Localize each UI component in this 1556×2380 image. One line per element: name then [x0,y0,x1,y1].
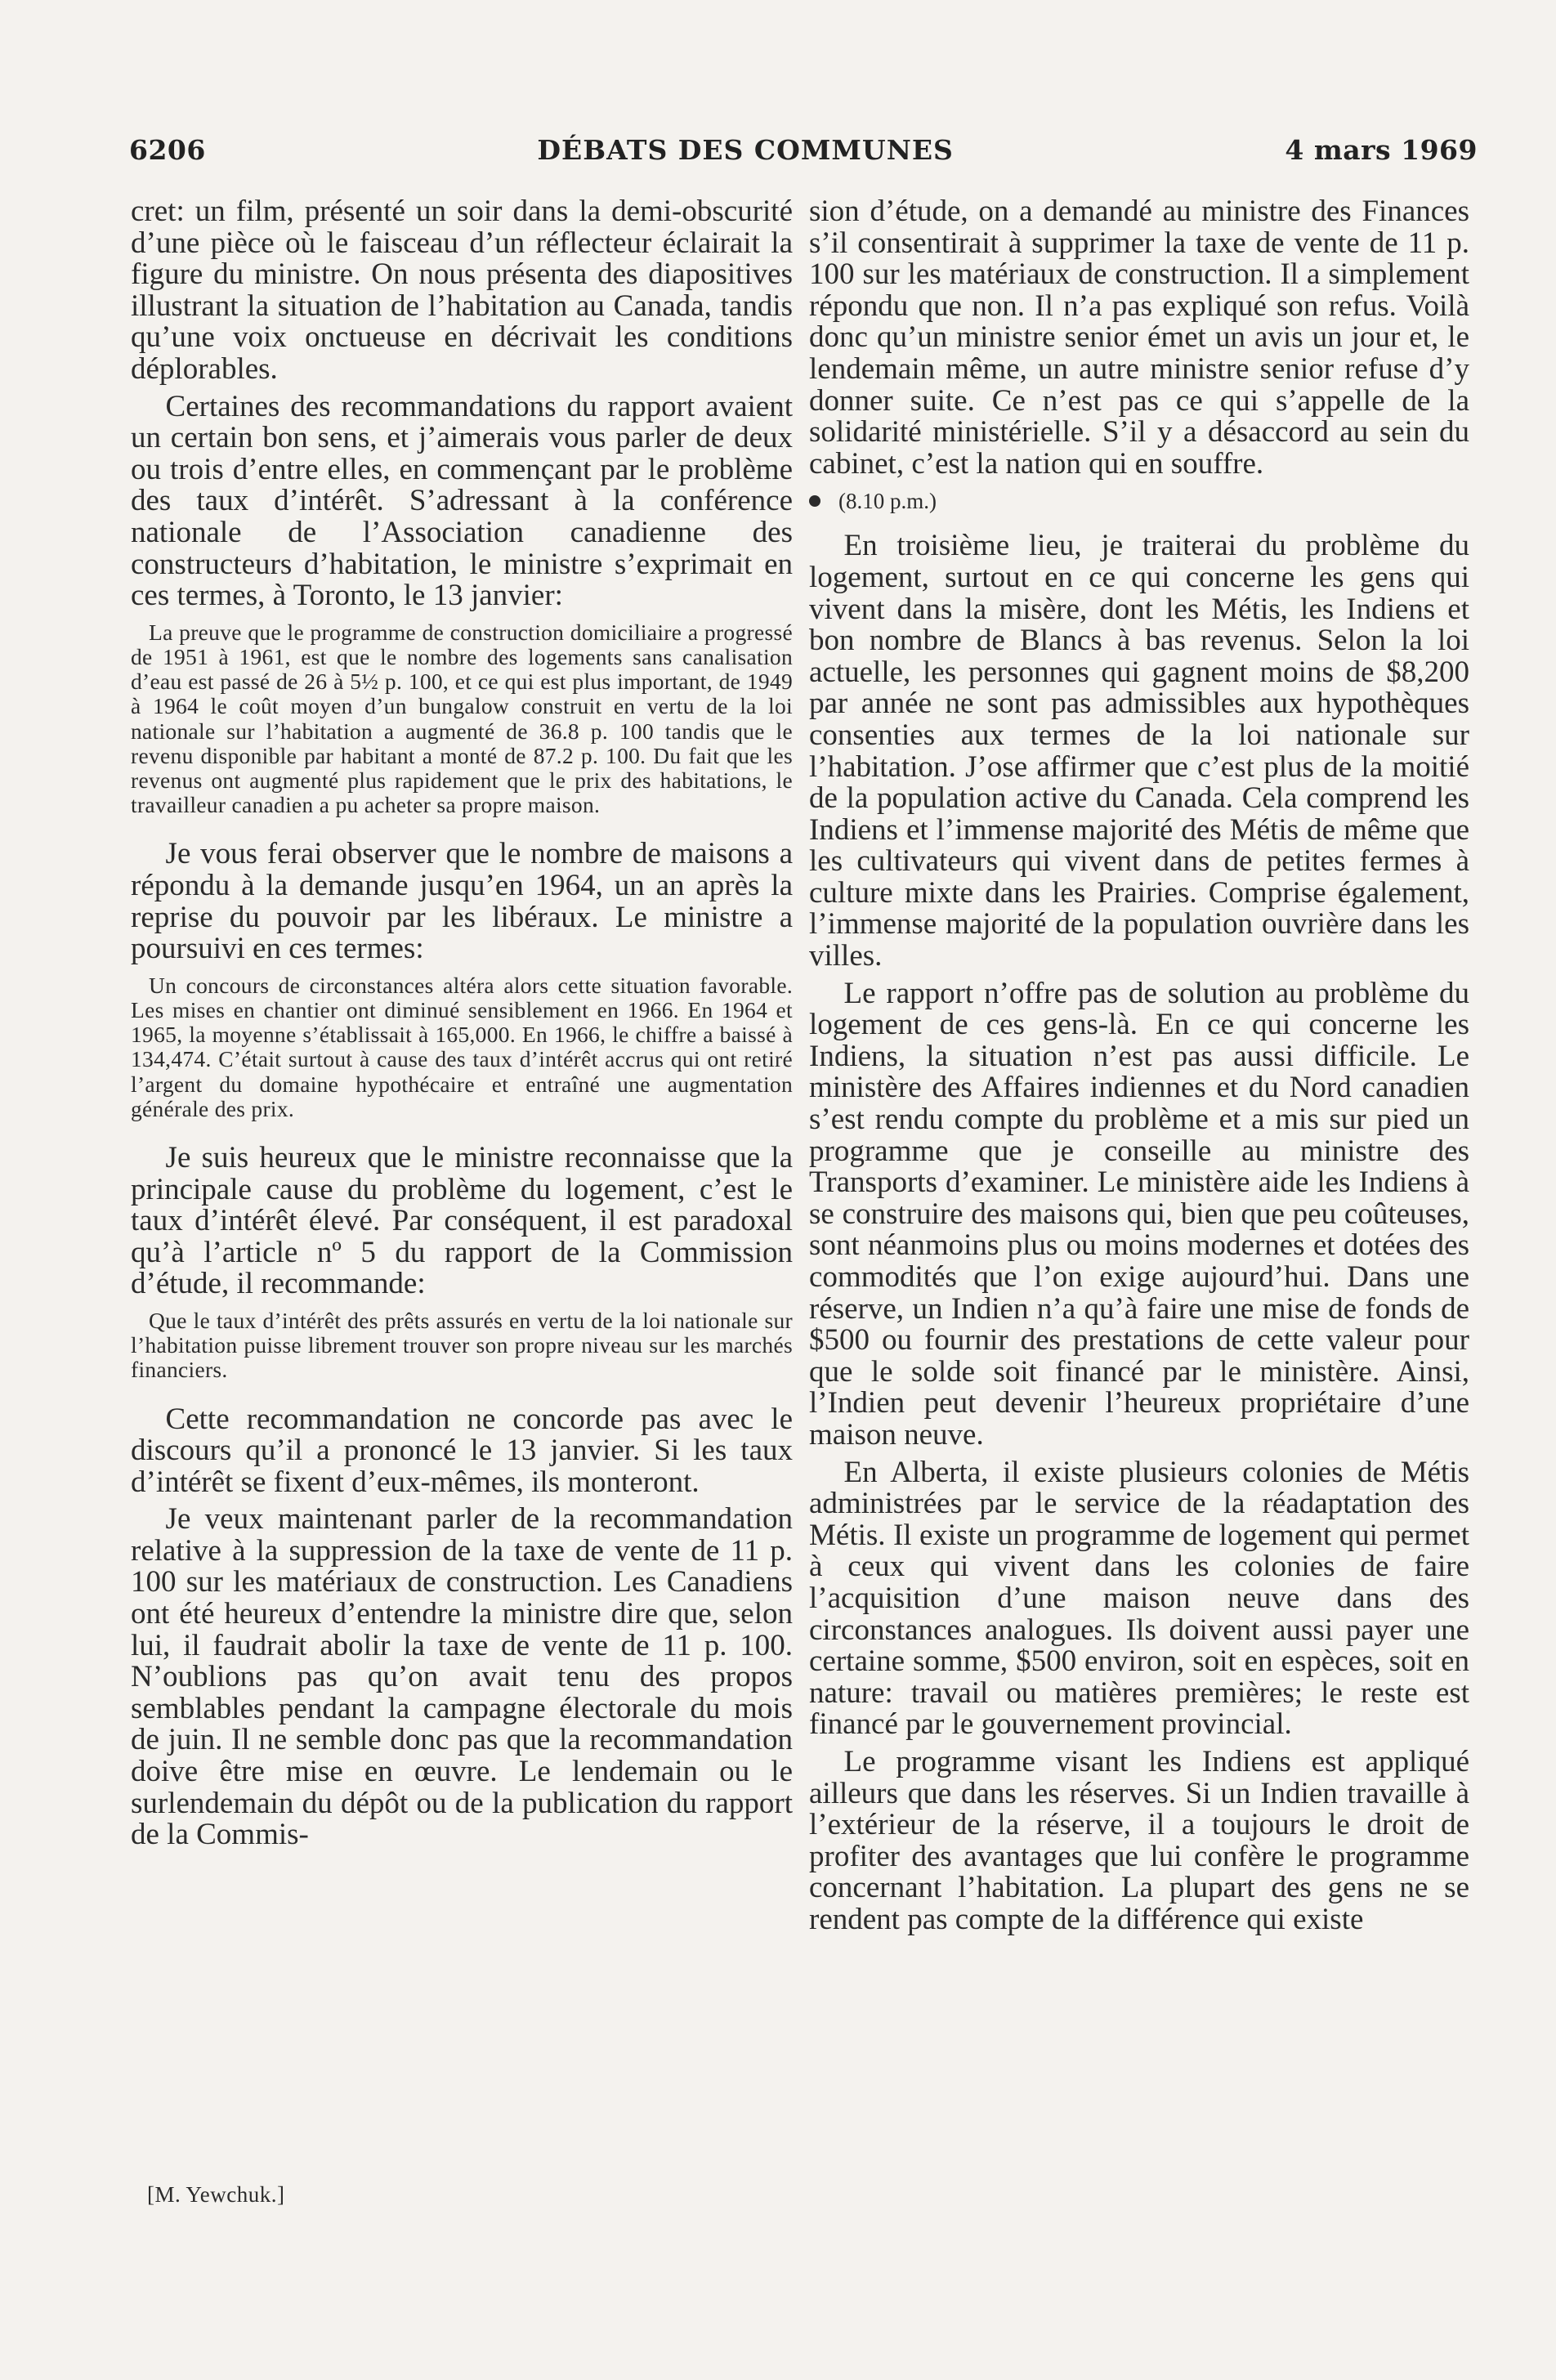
page-header [129,129,1478,170]
paragraph: Cette recommandation ne concorde pas avec le discours qu’il a prononcé le 13 janvier. Si les taux d’intérêt se fixent d’eux-mêmes, ils monteront. [131,1402,793,1499]
paragraph: Je suis heureux que le ministre reconnaisse que la principale cause du problème du logement, c’est le taux d’intérêt élevé. Par conséquent, il est paradoxal qu’à l’article nº 5 du rapport de la Commission d’étude, il recommande: [131,1140,793,1301]
page-date: 4 mars 1969 [1285,133,1478,166]
quotation [131,1309,793,1383]
paragraph: Certaines des recommandations du rapport avaient un certain bon sens, et j’aimerais vous parler de deux ou trois d’entre elles, en commençant par le problème des taux d’intérêt. S’adressant à la conférence nationale de l’Association canadienne des constructeurs d’habitation, le ministre s’exprimait en ces termes, à Toronto, le 13 janvier: [131,389,793,613]
paragraph: Je vous ferai observer que le nombre de maisons a répondu à la demande jusqu’en 1964, un an après la reprise du pouvoir par les libéraux. Le ministre a poursuivi en ces termes: [131,837,793,966]
quotation [131,973,793,1121]
time-marker [809,488,1469,514]
paragraph: sion d’étude, on a demandé au ministre des Finances s’il consentirait à supprimer la taxe de vente de 11 p. 100 sur les matériaux de construction. Il a simplement répondu que non. Il n’a pas expliqué son refus. Voilà donc qu’un ministre senior émet un avis un jour et, le lendemain même, un autre ministre senior refuse d’y donner suite. Ce n’est pas ce qui s’appelle de la solidarité ministérielle. S’il y a désaccord au sein du cabinet, c’est la nation qui en souffre. [809,195,1469,481]
bullet-icon [809,495,820,507]
right-column [809,196,1469,1935]
paragraph: En troisième lieu, je traiterai du problème du logement, surtout en ce qui concerne les gens qui vivent dans la misère, dont les Métis, les Indiens et bon nombre de Blancs à bas revenus. Selon la loi actuelle, les personnes qui gagnent moins de $8,200 par année ne sont pas admissibles aux hypothèques consenties aux termes de la loi nationale sur l’habitation. J’ose affirmer que c’est plus de la moitié de la population active du Canada. Cela comprend les Indiens et l’immense majorité des Métis de même que les cultivateurs qui vivent dans de petites fermes à culture mixte dans les Prairies. Comprise également, l’immense majorité de la population ouvrière dans les villes. [809,529,1469,973]
quote-text: Un concours de circonstances altéra alors cette situation favorable. Les mises en chantier ont diminué sensiblement en 1966. En 1964 et 1965, la moyenne s’établissait à 165,000. En 1966, le chiffre a baissé à 134,474. C’était surtout à cause des taux d’intérêt accrus qui ont retiré l’argent du domaine hypothécaire et entraîné une augmentation générale des prix. [131,972,793,1121]
page-number: 6206 [129,133,206,166]
paragraph: En Alberta, il existe plusieurs colonies de Métis administrées par le service de la réadaptation des Métis. Il existe un programme de logement qui permet à ceux qui vivent dans les colonies de faire l’acquisition d’une maison neuve dans des circonstances analogues. Ils doivent aussi payer une certaine somme, $500 environ, soit en espèces, soit en nature: travail ou matières premières; le reste est financé par le gouvernement provincial. [809,1455,1469,1742]
quote-text: Que le taux d’intérêt des prêts assurés en vertu de la loi nationale sur l’habitation puisse librement trouver son propre niveau sur les marchés financiers. [131,1307,793,1383]
speaker-name: [M. Yewchuk.] [147,2182,285,2207]
paragraph: Je veux maintenant parler de la recommandation relative à la suppression de la taxe de vente de 11 p. 100 sur les matériaux de construction. Les Canadiens ont été heureux d’entendre la ministre dire que, selon lui, il faudrait abolir la taxe de vente de 11 p. 100. N’oublions pas qu’on avait tenu des propos semblables pendant la campagne électorale du mois de juin. Il ne semble donc pas que la recommandation doive être mise en œuvre. Le lendemain ou le surlendemain du dépôt ou de la publication du rapport de la Commis- [131,1502,793,1852]
left-column [131,196,793,1851]
paragraph: Le programme visant les Indiens est appliqué ailleurs que dans les réserves. Si un Indien travaille à l’extérieur de la réserve, il a toujours le droit de profiter des avantages que lui confère le programme concernant l’habitation. La plupart des gens ne se rendent pas compte de la différence qui existe [809,1744,1469,1936]
paragraph: cret: un film, présenté un soir dans la demi-obscurité d’une pièce où le faisceau d’un réflecteur éclairait la figure du ministre. On nous présenta des diapositives illustrant la situation de l’habitation au Canada, tandis qu’une voix onctueuse en décrivait les conditions déplorables. [131,195,793,386]
time-stamp: (8.10 p.m.) [838,489,937,514]
publication-title: DÉBATS DES COMMUNES [537,133,954,166]
quotation [131,620,793,818]
paragraph: Le rapport n’offre pas de solution au problème du logement de ces gens-là. En ce qui concerne les Indiens, la situation n’est pas aussi difficile. Le ministère des Affaires indiennes et du Nord canadien s’est rendu compte du problème et a mis sur pied un programme que je conseille au ministre des Transports d’examiner. Le ministère aide les Indiens à se construire des maisons qui, bien que peu coûteuses, sont néanmoins plus ou moins modernes et dotées des commodités que l’on exige aujourd’hui. Dans une réserve, un Indien n’a qu’à faire une mise de fonds de $500 ou fournir des prestations de cette valeur pour que le solde soit financé par le ministère. Ainsi, l’Indien peut devenir l’heureux propriétaire d’une maison neuve. [809,976,1469,1452]
quote-text: La preuve que le programme de construction domiciliaire a progressé de 1951 à 1961, est que le nombre des logements sans canalisation d’eau est passé de 26 à 5½ p. 100, et ce qui est plus important, de 1949 à 1964 le coût moyen d’un bungalow construit en vertu de la loi nationale sur l’habitation a augmenté de 36.8 p. 100 tandis que le revenu disponible par habitant a monté de 87.2 p. 100. Du fait que les revenus ont augmenté plus rapidement que le prix des habitations, le travailleur canadien a pu acheter sa propre maison. [131,619,793,818]
